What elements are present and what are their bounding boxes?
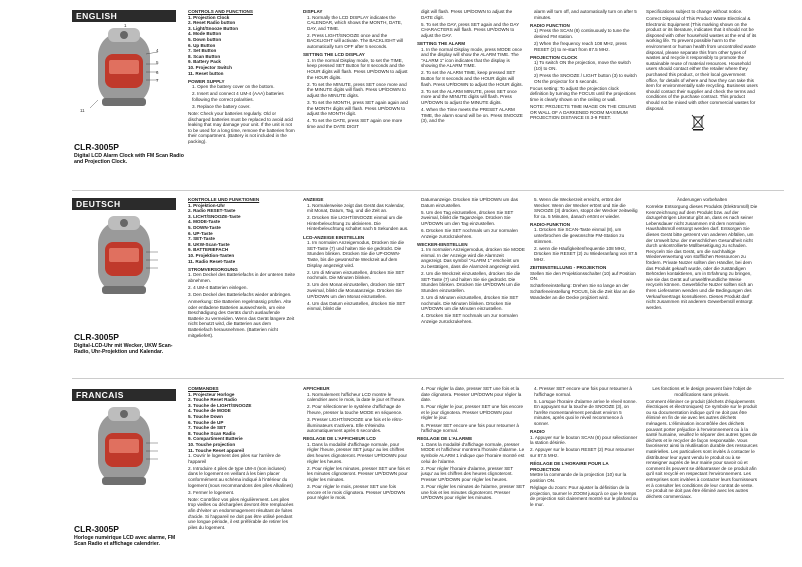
control-item: 8. UKW-Scan-Taste (188, 241, 230, 247)
section-title: KONTROLLE UND FUNKTIONEN (188, 197, 260, 202)
control-item: 1. Projecteur Horloge (188, 391, 235, 397)
section-title: STROMVERSORGUNG (188, 266, 238, 272)
instruction: 2. 4 UM-4 Batterien einlegen. (188, 284, 248, 290)
control-item: 11. Radio Reset-Taste (188, 258, 236, 264)
control-item: 10. Touche projection (188, 441, 236, 447)
instruction: Schärfeneinstellung: Drehen Sie so lange an der Schärfeneinstellung FOCUS, bis die Zeit klar an die Wandeder an die Decke projiziert wird. (530, 283, 635, 300)
weee-bin-icon (690, 113, 706, 131)
control-item: 2. Reset Radio button (188, 20, 236, 26)
instruction: 2. Pour régler l'horaire d'alarme, presser SET jusqu' au les chiffres des heures clignoteront. Presser UP/DOWN pour régler les heures. (421, 465, 514, 482)
section-band-francais: FRANCAIS (72, 389, 176, 401)
instruction: 1) To switch ON the projection, move the switch (10) to ON. (534, 60, 631, 71)
instruction: 2. Drücken Sie LIGHT/SNOOZE einmal um die Hinterbeleuchtung zu aktivieren. Die Hinterbeleuchtung schaltet nach 5 Sekunden aus. (307, 215, 409, 232)
fr-controls-column (188, 386, 296, 532)
section-title: CONTROLS AND FUNCTIONS (188, 9, 253, 14)
disposal-text: Correct Disposal of This Product Waste Electrical & Electronic Equipment (This marking shown on the product or its literature, indicates that it should not be disposed with other household wastes at the end of its working life. To prevent possible harm to the environment or human health from uncontrolled waste disposal, please separate this from other types of wastes and recycle it responsibly to promote the sustainable reuse of material resources. Household users should contact either the retailer where they purchased this product, or their local government office, for details of where and how they can take this item for environmentally safe recycling. Business users should contact their supplier and check the terms and conditions of the purchase contract. This product should not be mixed with other commercial wastes for disposal. (646, 16, 758, 111)
clock-lcd-digits (109, 439, 139, 453)
control-item: 2. Radio RESET-Taste (188, 208, 236, 214)
control-item: 7. Set Button (188, 48, 217, 54)
control-item: 1. Projektion-Uhr (188, 202, 226, 208)
instruction: 1. Ouvrir le logement des piles sur l'arrière de l'appareil (188, 453, 281, 464)
de-alarm-column (417, 197, 525, 326)
control-item: 5. Touche Down (188, 413, 223, 419)
spec-note: Änderungen vorbehalten (676, 197, 728, 202)
instruction: 1. Im normalen Anzeigemodus, drücken Sie MODE einmal. In der Anzeige wird die Alarmzeit angezeigt. Das symbol "ALARM 1" erscheint um zu bestätigen, dass die Alarmzeit angezeigt wird. (421, 247, 525, 270)
model-number: CLR-3005P (74, 142, 119, 152)
model-number: CLR-3005P (74, 332, 119, 342)
de-display-column (303, 197, 411, 313)
section-title: SETTING THE ALARM (417, 40, 466, 46)
control-item: 2. Touche Reset Radio (188, 397, 237, 403)
spec-note: Specifications subject to change without notice. (646, 9, 743, 14)
instruction: 3. Den Deckel des Batteriefachs wieder anbringen. (188, 292, 292, 297)
section-title: LCD-ANZEIGE EINSTELLEN (303, 234, 365, 240)
callout-5: 5 (156, 60, 159, 65)
instruction: Réglage du zoom: Pour ajuster la définition de la projection, tourner le ZOOM jusqu'à ce que le temps de projection soit clairement montré sur le plafond ou le mur. (530, 485, 639, 507)
section-title: DISPLAY (303, 9, 323, 14)
disposal-text: Korrekte Entsorgung dieses Produkts (Elektromüll) Die Kennzeichnung auf dem Produkt bzw. auf der dazugehörigen Literatur gibt an, dass es nach seiner Lebensdauer nicht zusammen mit dem normalen Haushaltsmüll entsorgt werden darf. Entsorgen Sie dieses Gerät bitte getrennt von anderen Abfällen, um der Umwelt bzw. der menschlichen Gesundheit nicht durch unkontrollierte Müllbeseitigung zu schaden. Recyceln Sie das Gerät, um die nachhaltige Wiederverwertung von stofflichen Ressourcen zu fördern. Private Nutzer sollten den Händler, bei dem das Produkt gekauft wurde, oder die zuständigen Behörden kontaktieren, um in Erfahrung zu bringen, wie sie das Gerät auf umweltfreundliche Weise recyceln können. Gewerbliche Nutzer sollten sich an Ihren Lieferanten wenden und die Bedingungen des Verkaufsvertrags konsultieren. Dieses Produkt darf nicht zusammen mit anderem Gewerbemüll entsorgt werden. (646, 204, 758, 310)
product-name: Digital LCD Alarm Clock with FM Scan Radio and Projection Clock. (74, 153, 184, 166)
instruction: Mettre la commande de la projection (10) sur la position ON. (530, 472, 627, 483)
fr-disposal-column (646, 386, 758, 501)
control-item: 9. BATTERIEFACH (188, 247, 229, 253)
clock-illustration (88, 212, 164, 304)
instruction: Focus setting: To adjust the projection clock definition by turning the FOCUS until the projections time is clearly shown on the ceiling or wall. (530, 85, 636, 102)
control-item: 6. Up Button (188, 42, 216, 48)
en-controls-column (188, 9, 296, 146)
instruction: 2. wenn die Häufigkeitenfrequentie 108 MHz, Drücken Sie RESET (2) zu Wiederanfang von 87.5 MHz. (534, 245, 638, 262)
instruction: 3. Um di Minuten einzustellen, drücken Sie SET nochmals. Die Minuten blinken. Drücken Sie UP/DOWN um die Minuten einzustellen. (421, 295, 519, 312)
note: NOTE: PROJECTS TIME IMAGE ON THE CEILING OR WALL OF A DARKENED ROOM MAXIMUM PROJECTION DISTANCE IS 3-9 FEET. (530, 103, 637, 121)
instruction: 1. Im normalen Anzeigemodus, Drücken Sie die SET-Taste (7) und halten Sie sie gedrückt. Die Stunden blinken. Drücken Sie die UP-DOWN-Taste, bis die gewünschte Weckzeit auf dem Display angezeigt wird. (307, 240, 405, 268)
control-item: 6. UP-Taste (188, 230, 213, 236)
instruction: 5. Lorsque l'horaire d'alarme arrive le réveil sonne. En appuyant sur la touche de SNOOZE (3), on l'arrête momentanément pendant environ 5 minutes, après quoi le réveil recommence à sonner. (534, 398, 637, 427)
instruction: 4. When the Time meets the PRESET ALARM TIME, the alarm sound will be on. Press SNOOZE (3), and the (421, 107, 523, 124)
note: Note: Contrôlez vos piles régulièrement. Les piles trop vieilles ou déchargées devront être remplacées afin d'éviter un endommagement résultant de fuites d'acide. Si l'appareil ne doit pas être utilisé pendant une longue période, il est préférable de retirer les piles du logement. (188, 496, 294, 530)
product-name: Horloge numérique LCD avec alarme, FM Scan Radio et affichage calendrier. (74, 535, 176, 548)
instruction: 1. Normalerweise zeigt das Gerät das Kalendar, mit Monat, Datum, Tag, und die Zeit an. (307, 202, 405, 214)
section-band-english: ENGLISH (72, 10, 176, 22)
instruction: 2. Pour régler les minutes, presser SET une fois et les minutes clignoteront. Presser UP/DOWN pour régler les minutes. (307, 465, 410, 482)
control-item: 4. Mode Button (188, 31, 222, 37)
control-item: 11. Reset button (188, 70, 224, 76)
instruction: 6. Drücken Sie SET nochmals um zur normalen Anzeige zurückzukehren. (421, 227, 518, 239)
instruction: 2) Press the SNOOZE / LIGHT button (3) to switch ON the projector for 5 seconds. (534, 72, 637, 84)
de-radio-column (530, 197, 638, 302)
instruction: 4. Presser SET encore une fois pour retourner à l'affichage normal. (534, 386, 632, 397)
control-item: 5. Down button (188, 36, 222, 42)
instruction: 5. Um den Tag einzustellen, drücken Sie SET zweimal, blinkt die Taganzeige. Drücken Sie UP/DOWN um den Tag einzustellen. (421, 209, 514, 226)
control-item: 5. DOWN-Taste (188, 224, 221, 230)
clock-illustration (88, 24, 164, 116)
clock-illustration (88, 403, 164, 495)
instruction: 1. In the normal Display mode, press MODE once and the display will show the ALARM TIME. The "ALARM 1" icon indicates that the display is showing the ALARM TIME. (421, 46, 523, 69)
instruction: 2. Appuyer sur le bouton RESET (2) Pour retourner sur 87.5 MHz. (530, 447, 635, 459)
control-item: 3. Light/Snooze Button (188, 25, 239, 31)
instruction: 3. To set the MONTH, press SET again again and the MONTH digits will flash. Press UP/DOWN to adjust the MONTH digit. (307, 99, 408, 117)
en-radio-column (530, 9, 638, 122)
en-disposal-column (646, 9, 758, 132)
control-item: 10. Projector Switch (188, 64, 232, 70)
instruction: 5. To set the DAY, press SET again and the DAY CHARACTERS will flash. Press UP/DOWN to adjust the DAY. (421, 21, 520, 38)
instruction: 2. Pour sélectionner le système d'affichage de l'heure, presser la touche MODE en séquence. (307, 404, 403, 415)
control-item: 7. SET-Taste (188, 236, 215, 242)
instruction: 1. Normally the LCD DISPLAY indicates the CALENDAR, which shows the MONTH, DATE, DAY, and TIME. (307, 14, 403, 31)
note: Note: Check your batteries regularly. Old or discharged batteries must be replaced to avoid acid leaking that may damage your unit. If the unit is not to be used for a long time, remove the batteries from their compartment. (Battery is not included in the packing). (188, 111, 295, 145)
callout-1: 1 (124, 23, 127, 28)
clock-lcd-digits (109, 60, 139, 74)
en-display-column (303, 9, 411, 131)
instruction: 2) When the frequency reach 108 MHz, press RESET (2) to re-start from 87.5 MHz. (534, 40, 627, 52)
control-item: 4. MODE-Taste (188, 219, 221, 225)
instruction: 1. Normalement l'afficheur LCD montre le calendrier avec le mois, la date le jour et l'heure. (307, 391, 406, 403)
instruction: digit will flash. Press UP/DOWN to adjust the DATE digit. (421, 9, 513, 20)
control-item: 4. Touche de MODE (188, 408, 231, 414)
control-item: 10. Projektion-Tasten (188, 252, 235, 258)
clock-lcd-digits (109, 248, 139, 262)
product-info-francais (74, 524, 184, 548)
section-title: WECKER-EINSTELLEN (417, 241, 468, 247)
control-item: 6. Touche de UP (188, 419, 224, 425)
instruction: Datumanzeige. Drücken Sie UP/DOWN um das Datum einzustellen. (421, 197, 519, 208)
projector-lens (120, 410, 128, 418)
section-title: RADIO (530, 429, 545, 435)
instruction: 3. Presser LIGHT/SNOOZE une fois et le rétro-illuminateurs s'activera. Elle s'éteindra automatiquement après 6 secondes. (307, 416, 403, 434)
instruction: 4. To set the DATE, press SET again one more time and the DATE DIGIT (307, 118, 403, 129)
instruction: 3. Pour régler les minutes de l'alarme, presser SET une fois et les minutes clignoteront. Presser UP/DOWN pour régler les minutes. (421, 484, 525, 501)
control-item: 8. Touche Scan Radio (188, 430, 236, 436)
instruction: 2. Insert and connect 4 UM-4 (AAA) batteries following the correct polarities. (192, 91, 284, 102)
control-item: 3. Touche de LIGHT/SNOOZE (188, 402, 252, 408)
callout-4: 4 (156, 48, 159, 53)
de-disposal-column (646, 197, 758, 312)
control-item: 1. Projection Clock (188, 14, 230, 20)
clock-base (102, 286, 146, 294)
product-info-english (74, 142, 184, 166)
section-title: POWER SUPPLY (188, 78, 225, 84)
clock-base (102, 98, 146, 106)
control-item: 11. Touche Reset appareil (188, 447, 245, 453)
section-title: SETTING THE LCD DISPLAY (303, 52, 365, 58)
instruction: 2. Introduire 4 piles de type UM-4 (non incluses) dans le logement en veillant à les bien placer conformément au schéma indiqué à l'intérieur du logement (nous recommandons des piles Alkalines) (188, 465, 293, 488)
instruction: 6. Presser SET encore une fois pour retourner à l'affichage normal. (421, 422, 519, 434)
instruction: 3. To set the ALARM MINUTE, press SET once more and the MINUTE digits will flash. Press UP/DOWN to adjust the MINUTE digits. (421, 88, 517, 105)
instruction: 2. To set the ALARM TIME, keep pressed SET Button for 8 seconds and the HOUR digits will flash. Press UP/DOWN to adjust the HOUR digits. (421, 70, 523, 87)
control-item: 8. Scan Button (188, 53, 221, 59)
section-title: ANZEIGE (303, 197, 324, 202)
section-title: PROJECTION CLOCK (530, 54, 578, 60)
instruction: 1. Dans la modalité d'affichage normale, presser MODE et l'afficheur montrera l'horaire d'alarme. Le symbole ALARM 1 indique que l'horaire montré est celui de l'alarme. (421, 441, 525, 464)
instruction: alarm will turn off, and automatically turn on after 5 minutes. (534, 9, 637, 20)
section-title: RADIO FUNCTION (530, 22, 570, 28)
section-title: ZEITEINSTELLUNG - PROJEKTION (530, 265, 607, 271)
control-item: 3. LICHT/SNOOZE-Taste (188, 213, 241, 219)
instruction: 4. Drücken Sie SET nochmals um zur normalen Anzeige zurückzukehren. (421, 313, 518, 324)
instruction: 1) Press the SCAN (8) continuously to tune the desired FM station. (534, 28, 630, 39)
callout-7: 7 (156, 78, 159, 83)
instruction: 5. Wenn die Weckerzeit erreicht, ertönt der Wecker. Wenn der Wecker ertönt und Sie die SNOOZE (3) drücken, stoppt der Wecker zeitweilig für ca. 5 Minuten, danach ertönt er wieder. (534, 197, 638, 219)
clock-base (102, 477, 146, 485)
section-title: RADIO-FUNKTION (530, 221, 571, 227)
section-title: AFFICHEUR (303, 386, 330, 391)
spec-note: Les fonctions et le design peuvent faire l'objet de modifications sans préavis. (652, 386, 752, 397)
instruction: 1. Appuyer sur le bouton SCAN (8) pour sélectionner la station désirée. (530, 434, 638, 446)
de-controls-column (188, 197, 296, 340)
instruction: 1. Den Deckel des Batteriefachs in der unteren Seite abnehmen. (188, 272, 295, 283)
section-band-deutsch: DEUTSCH (72, 198, 176, 210)
section-title: COMMANDES (188, 386, 219, 391)
fr-alarm-column (417, 386, 525, 502)
control-item: 9. Battery Pack (188, 59, 221, 65)
instruction: 2. Press LIGHT/SNOOZE once and the BACKLIGHT will activate. The BACKLIGHT will automatically turn OFF after 5 seconds. (307, 32, 403, 50)
fr-display-column (303, 386, 411, 502)
instruction: 4. Pour régler la date, presser SET une fois et la date clignotera. Presser UP/DOWN pour régler la date. (421, 386, 522, 403)
projector-lens (120, 219, 128, 227)
section-title: REGLAGE DE L'AFFICHEUR LCD (303, 436, 376, 442)
model-number: CLR-3005P (74, 524, 119, 534)
instruction: 2. Um di Minuten einzustellen, drücken Sie SET nochmals. Die Minuten blinken. (307, 269, 405, 281)
fr-radio-column (530, 386, 638, 509)
instruction: 1. Drücken Sie SCAN-Taste einmal (8), um unterbrochen die gewünschte FM-Station zu stimmen. (534, 227, 625, 244)
product-info-deutsch (74, 332, 184, 356)
instruction: 4. Um das Datum einzustellen, drücken Sie SET einmal, blinkt die (307, 300, 406, 312)
projector-lens (120, 31, 128, 39)
disposal-text: Comment éliminer ce produit (déchets d'équipements électriques et électroniques) Ce symbole sur le produit ou sa documentation indique qu'il ne doit pas être éliminé en fin de vie avec les autres déchets ménagers. L'élimination incontrôlée des déchets pouvant porter préjudice à l'environnement ou à la santé humaine, veuillez le séparer des autres types de déchets et le recycler de façon responsable. Vous favoriserez ainsi la réutilisation durable des ressources matérielles. Les particuliers sont invités à contacter le distributeur leur ayant vendu le produit ou à se renseigner auprès de leur mairie pour savoir où et comment ils peuvent se débarrasser de ce produit afin qu'il soit recyclé en respectant l'environnement. Les entreprises sont invitées à contacter leurs fournisseurs et à consulter les conditions de leur contrat de vente. Ce produit ne doit pas être éliminé avec les autres déchets commerciaux. (646, 398, 758, 499)
instruction: 3. Replace the battery cover. (192, 104, 251, 109)
instruction: 1. Open the battery cover on the bottom. (192, 84, 275, 90)
instruction: 3. Fermer le logement. (188, 489, 235, 495)
callout-11: 11 (80, 108, 85, 113)
instruction: 3. Pour régler le mois, presser SET une fois encore et le mois clignotera. Presser UP/DOWN pour régler le mois. (307, 484, 406, 501)
instruction: 1. In the normal Display mode, to set the TIME, keep pressed SET Button for 8 seconds and the HOUR digits will flash. Press UP/DOWN to adjust the HOUR digits. (307, 57, 408, 80)
note: Anmerkung: Die Batterien regelmässig prüfen. Alte oder entladene Batterien auswechseln, um eine Beschädigung des Geräts durch auslaufende Batterie zu vermeiden. Wenn das Gerät längere Zeit nicht benutzt wird, die Batterien aus dem Batteriefach herausnehmen. (Batterien nicht mitgeliefert). (188, 299, 295, 338)
instruction: 3. Um den Monat einzustellen, drücken Sie SET zweimal, blinkt die Monatanzeige. Drücken Sie UP/DOWN um den Monat einzustellen. (307, 282, 405, 299)
control-item: 7. Touche de SET (188, 425, 226, 431)
instruction: 5. Pour régler le jour, presser SET une fois encore et le jour clignotera. Presser UP/DOWN pour régler le jour. (421, 404, 524, 421)
section-title: RÉGLAGE DE L'HORAIRE POUR LA PROJECTION (530, 461, 609, 472)
control-item: 9. Compartiment Batterie (188, 436, 243, 442)
instruction: Stellen Sie den Projektionsschalter (10) auf Position ON. (530, 270, 636, 282)
instruction: 1. Dans la modalité d'affichage normale, pour régler l'heure, presser SET jusqu' au les chiffres des heures clignoteront. Presser UP/DOWN pour régler les heures. (307, 441, 408, 464)
callout-6: 6 (156, 70, 159, 75)
instruction: 2. Um die Weckzeit einzustellen, drücken Sie die SET-Taste (7) und halten Sie sie gedrückt. Die Stunden blinken. Drücken Sie UP/DOWN um die Stunden einzustellen. (421, 271, 521, 293)
section-title: REGLAGE DE L'ALARME (417, 436, 473, 442)
product-name: Digital-LCD-Uhr mit Wecker, UKW Scan-Radio, Uhr-Projektion und Kalendar. (74, 343, 173, 356)
instruction: 2. To set the MINUTE, press SET once more and the MINUTE digits will flash. Press UP/DOWN to adjust the MINUTE digits. (307, 81, 407, 98)
en-alarm-column (417, 9, 525, 125)
